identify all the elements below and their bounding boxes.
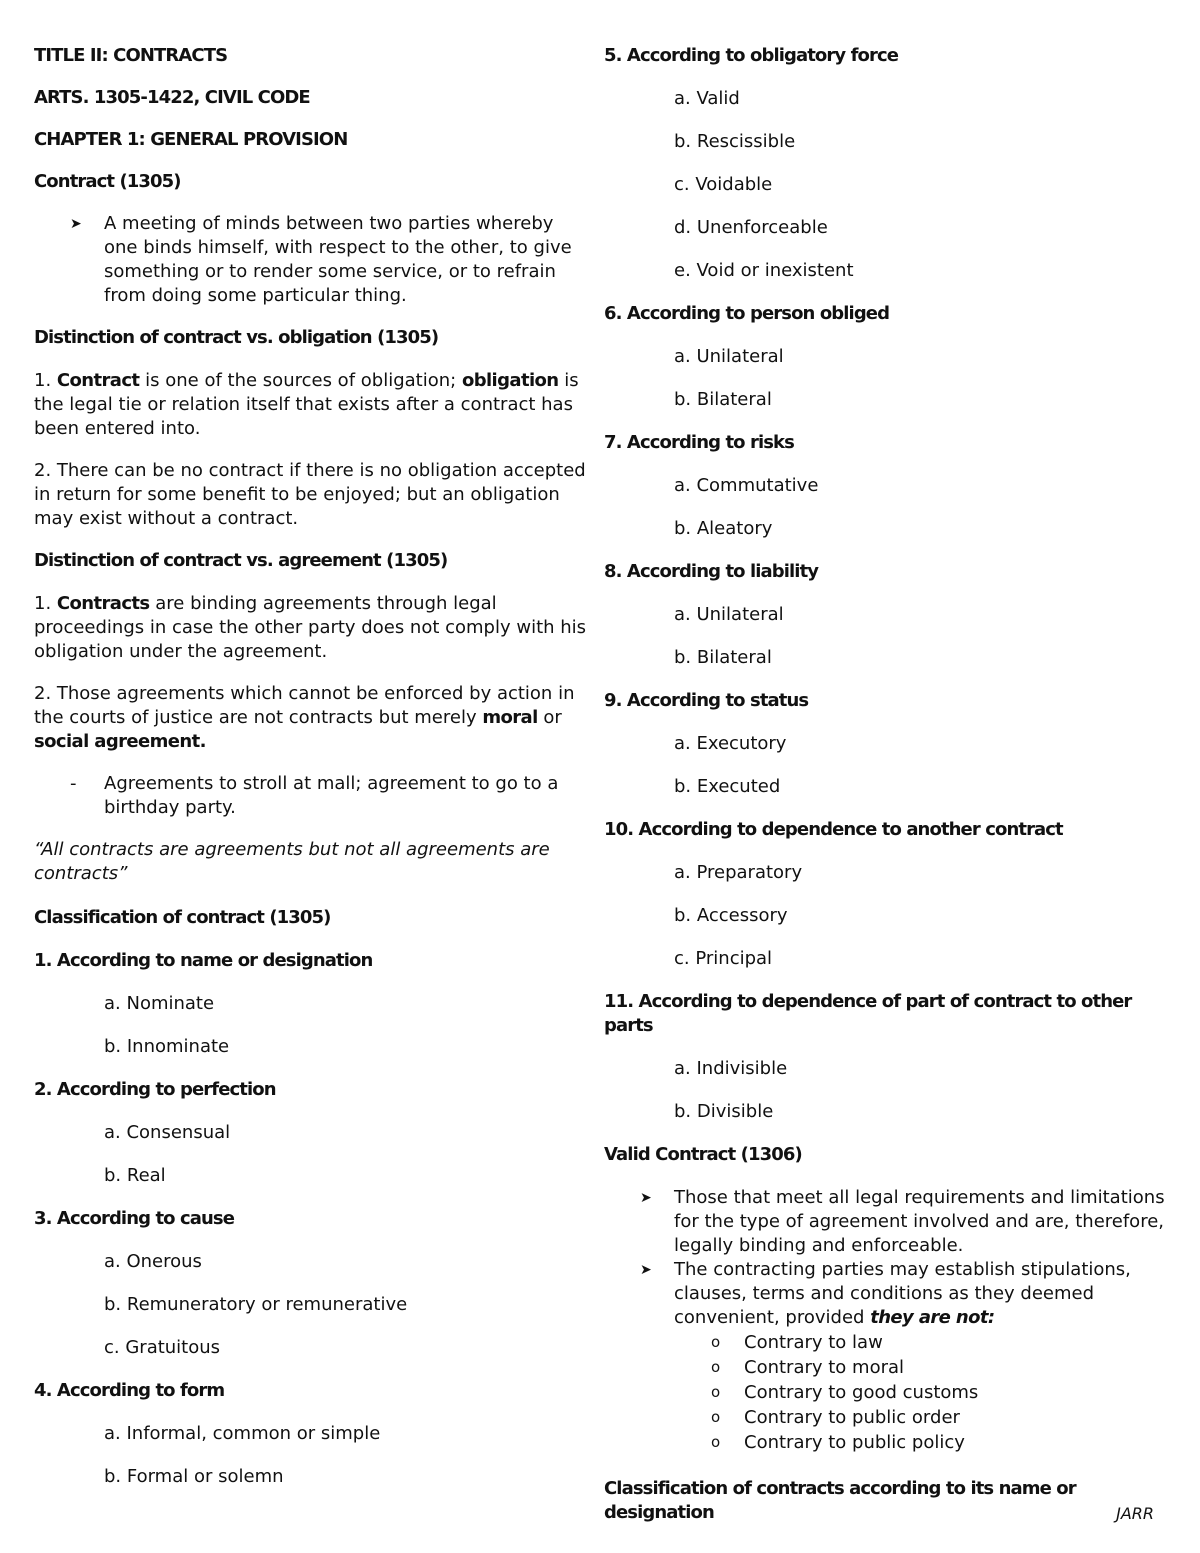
classification-list-left (34, 949, 590, 1489)
paragraph-text: 2. Those agreements which cannot be enforced by action in the courts of justice are not contracts but merely (34, 683, 575, 728)
classification-group-heading: 6. According to person obliged (604, 303, 890, 324)
contrary-text: Contrary to public policy (744, 1432, 965, 1453)
classification-item: a. Nominate (104, 993, 215, 1014)
contrary-item (604, 1405, 1170, 1430)
classification-item: b. Formal or solemn (104, 1466, 284, 1487)
left-column (34, 44, 590, 1508)
example-text: Agreements to stroll at mall; agreement to go to a birthday party. (104, 773, 559, 818)
arrow-bullet-icon: ➤ (640, 1190, 652, 1206)
contrary-item (604, 1330, 1170, 1355)
keyword: obligation (461, 370, 559, 391)
contrary-text: Contrary to public order (744, 1407, 960, 1428)
contrary-text: Contrary to law (744, 1332, 883, 1353)
footer-initials: JARR (1116, 1504, 1154, 1523)
distinction-agreement-1 (34, 592, 590, 664)
bullet-text: Those that meet all legal requirements and limitations for the type of agreement involved and are, therefore, legally binding and enforceable. (674, 1187, 1165, 1256)
classification-item: a. Indivisible (674, 1058, 788, 1079)
paragraph-text: or (543, 707, 562, 728)
valid-contract-heading: Valid Contract (1306) (604, 1144, 802, 1165)
circle-bullet-icon: o (711, 1333, 721, 1351)
classification-item: b. Remuneratory or remunerative (104, 1294, 408, 1315)
circle-bullet-icon: o (711, 1408, 721, 1426)
arrow-bullet-icon: ➤ (70, 216, 82, 232)
contrary-list (604, 1330, 1170, 1455)
arrow-bullet-icon: ➤ (640, 1262, 652, 1278)
valid-bullet-2 (604, 1258, 1170, 1330)
circle-bullet-icon: o (711, 1433, 721, 1451)
classification-group-heading: 8. According to liability (604, 561, 819, 582)
bullet-text: The contracting parties may establish stipulations, clauses, terms and conditions as they deemed convenient, provided (674, 1259, 1131, 1328)
classification-item: b. Bilateral (674, 389, 772, 410)
contrary-text: Contrary to good customs (744, 1382, 979, 1403)
keyword: social agreement. (34, 731, 206, 752)
item-number: 1. (34, 370, 52, 391)
classification-heading: Classification of contract (1305) (34, 907, 331, 928)
paragraph-text: are binding agreements through legal proceedings in case the other party does not comply with his obligation under the agreement. (34, 593, 587, 662)
contrary-item (604, 1355, 1170, 1380)
keyword: Contract (56, 370, 140, 391)
classification-item: a. Commutative (674, 475, 819, 496)
classification-group-heading: 10. According to dependence to another contract (604, 819, 1063, 840)
agreement-example (34, 772, 590, 820)
item-number: 1. (34, 593, 52, 614)
articles-range: ARTS. 1305-1422, CIVIL CODE (34, 87, 310, 108)
contract-definition (34, 212, 590, 308)
classification-item: b. Rescissible (674, 131, 796, 152)
paragraph-text: is the legal tie or relation itself that exists after a contract has been entered into. (34, 370, 579, 439)
classification-item: a. Consensual (104, 1122, 231, 1143)
classification-item: e. Void or inexistent (674, 260, 854, 281)
distinction-agreement-heading: Distinction of contract vs. agreement (1305) (34, 550, 448, 571)
classification-group-heading: 11. According to dependence of part of contract to other parts (604, 991, 1132, 1036)
classification-list-right (604, 44, 1170, 1124)
paragraph-text: is one of the sources of obligation; (145, 370, 457, 391)
classification-item: b. Real (104, 1165, 166, 1186)
classification-item: a. Executory (674, 733, 787, 754)
contract-heading: Contract (1305) (34, 171, 181, 192)
contrary-item (604, 1430, 1170, 1455)
name-designation-heading: Classification of contracts according to its name or designation (604, 1478, 1076, 1523)
classification-group-heading: 7. According to risks (604, 432, 794, 453)
classification-item: c. Principal (674, 948, 773, 969)
keyword: they are not: (870, 1307, 995, 1328)
keyword: Contracts (56, 593, 150, 614)
classification-item: b. Accessory (674, 905, 788, 926)
classification-item: b. Bilateral (674, 647, 772, 668)
classification-group-heading: 9. According to status (604, 690, 809, 711)
classification-item: a. Unilateral (674, 604, 784, 625)
classification-group-heading: 5. According to obligatory force (604, 45, 899, 66)
distinction-obligation-heading: Distinction of contract vs. obligation (1305) (34, 327, 439, 348)
classification-item: a. Valid (674, 88, 740, 109)
circle-bullet-icon: o (711, 1358, 721, 1376)
right-column (604, 44, 1170, 1544)
valid-bullet-1 (604, 1186, 1170, 1258)
keyword: moral (482, 707, 538, 728)
distinction-obligation-1 (34, 369, 590, 441)
classification-item: a. Informal, common or simple (104, 1423, 381, 1444)
distinction-obligation-2: 2. There can be no contract if there is no obligation accepted in return for some benefit to be enjoyed; but an obligation may exist without a contract. (34, 460, 586, 529)
classification-item: b. Aleatory (674, 518, 773, 539)
contrary-text: Contrary to moral (744, 1357, 905, 1378)
classification-group-heading: 2. According to perfection (34, 1079, 276, 1100)
classification-item: c. Voidable (674, 174, 773, 195)
classification-item: a. Unilateral (674, 346, 784, 367)
classification-group-heading: 4. According to form (34, 1380, 225, 1401)
classification-item: a. Onerous (104, 1251, 202, 1272)
circle-bullet-icon: o (711, 1383, 721, 1401)
classification-group-heading: 3. According to cause (34, 1208, 235, 1229)
document-title: TITLE II: CONTRACTS (34, 45, 228, 66)
dash-bullet-icon: - (70, 773, 77, 794)
contract-definition-text: A meeting of minds between two parties whereby one binds himself, with respect to the other, to give something or to render some service, or to refrain from doing some particular thing. (104, 213, 572, 306)
classification-item: d. Unenforceable (674, 217, 828, 238)
classification-item: b. Divisible (674, 1101, 774, 1122)
quote: “All contracts are agreements but not all agreements are contracts” (34, 839, 550, 884)
distinction-agreement-2 (34, 682, 590, 754)
classification-group-heading: 1. According to name or designation (34, 950, 373, 971)
classification-item: b. Innominate (104, 1036, 230, 1057)
contrary-item (604, 1380, 1170, 1405)
chapter-heading: CHAPTER 1: GENERAL PROVISION (34, 129, 348, 150)
classification-item: c. Gratuitous (104, 1337, 221, 1358)
classification-item: b. Executed (674, 776, 781, 797)
classification-item: a. Preparatory (674, 862, 803, 883)
